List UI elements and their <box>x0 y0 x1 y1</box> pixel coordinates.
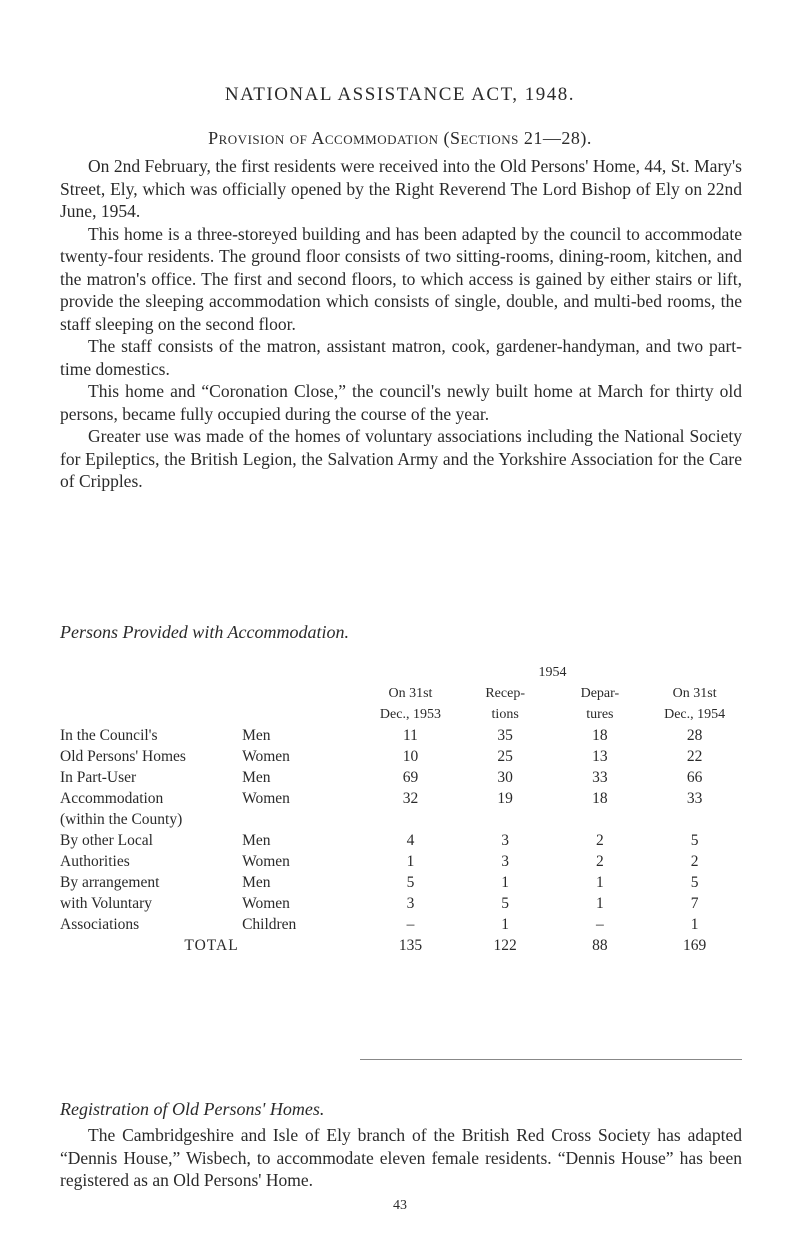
table-cell: 35 <box>497 727 513 744</box>
row-category: with Voluntary <box>60 895 153 912</box>
table-cell: 1 <box>690 916 699 933</box>
table-row <box>60 914 742 935</box>
table-row <box>60 725 742 746</box>
total-label: TOTAL <box>184 937 239 954</box>
table-cell <box>458 809 553 830</box>
table-cell: 28 <box>686 727 703 744</box>
table-cell: 3 <box>501 853 510 870</box>
section-subtitle: Provision of Accommodation (Sections 21—28). <box>208 128 592 148</box>
table-cell: 19 <box>497 790 513 807</box>
table-body <box>60 725 742 935</box>
column-header: On 31st Dec., 1953 <box>379 686 441 722</box>
row-sex <box>242 809 363 830</box>
total-cell: 122 <box>493 937 517 954</box>
table-cell: 2 <box>596 832 604 849</box>
accommodation-table <box>60 662 742 956</box>
table-heading: Persons Provided with Accommodation. <box>60 622 349 642</box>
registration-text <box>60 1124 742 1192</box>
table-cell: 32 <box>402 790 419 807</box>
row-category: In Part-User <box>60 769 137 786</box>
table-cell <box>647 809 742 830</box>
table-cell: – <box>596 916 604 933</box>
table-cell: – <box>406 916 415 933</box>
row-sex: Women <box>242 790 290 807</box>
total-cell: 88 <box>592 937 608 954</box>
table-cell: 69 <box>402 769 419 786</box>
column-header: Depar- tures <box>580 686 620 722</box>
row-category: Old Persons' Homes <box>60 748 186 765</box>
table-cell: 5 <box>690 832 699 849</box>
table-cell: 3 <box>406 895 415 912</box>
table-cell: 18 <box>592 790 608 807</box>
table-cell: 1 <box>406 853 415 870</box>
table-cell: 11 <box>402 727 418 744</box>
table-row <box>60 830 742 851</box>
row-sex: Men <box>242 727 271 744</box>
row-category: Accommodation <box>60 790 164 807</box>
row-sex: Children <box>242 916 297 933</box>
table-cell: 5 <box>690 874 699 891</box>
table-year-row <box>60 662 742 683</box>
table-cell: 1 <box>596 874 604 891</box>
paragraph: This home is a three-storeyed building and has been adapted by the council to accommodate twenty-four residents. The ground floor consists of two sitting-rooms, dining-room, kitchen, and the matron's office. The first and second floors, to which access is gained by either stairs or lift, provide the sleeping accommodation which consists of single, double, and multi-bed rooms, the staff sleeping on the second floor. <box>60 223 742 334</box>
table-cell <box>553 809 648 830</box>
column-header: Recep- tions <box>485 686 525 722</box>
row-sex: Men <box>242 874 271 891</box>
table-cell: 25 <box>497 748 513 765</box>
page-number: 43 <box>393 1198 407 1213</box>
row-sex: Women <box>242 895 290 912</box>
table-total-row <box>60 935 742 956</box>
table-cell: 1 <box>501 916 510 933</box>
row-category: By arrangement <box>60 874 160 891</box>
row-sex: Men <box>242 769 271 786</box>
paragraph: The staff consists of the matron, assistant matron, cook, gardener-handyman, and two part-time domestics. <box>60 336 742 379</box>
table-cell: 30 <box>497 769 513 786</box>
row-category: (within the County) <box>60 811 183 828</box>
table-row <box>60 851 742 872</box>
row-sex: Women <box>242 748 290 765</box>
table-header-row <box>60 683 742 725</box>
table-cell: 2 <box>690 853 699 870</box>
table-cell: 10 <box>402 748 419 765</box>
column-header: On 31st Dec., 1954 <box>664 686 726 722</box>
registration-heading: Registration of Old Persons' Homes. <box>60 1099 325 1119</box>
table-cell <box>363 809 458 830</box>
total-cell: 169 <box>683 937 707 954</box>
row-category: Authorities <box>60 853 130 870</box>
table-cell: 13 <box>592 748 608 765</box>
table-cell: 33 <box>686 790 703 807</box>
table-cell: 5 <box>406 874 415 891</box>
paragraph: Greater use was made of the homes of voluntary associations including the National Society for Epileptics, the British Legion, the Salvation Army and the Yorkshire Association for the Care of Cripples. <box>60 426 742 491</box>
table-cell: 3 <box>501 832 510 849</box>
table-cell: 66 <box>686 769 703 786</box>
table-cell: 4 <box>406 832 415 849</box>
table-row <box>60 788 742 809</box>
row-sex: Men <box>242 832 271 849</box>
intro-text <box>60 155 742 493</box>
table-row <box>60 746 742 767</box>
row-category: In the Council's <box>60 727 158 744</box>
row-category: Associations <box>60 916 140 933</box>
table-cell: 18 <box>592 727 608 744</box>
table-cell: 5 <box>501 895 510 912</box>
row-sex: Women <box>242 853 290 870</box>
table-row <box>60 809 742 830</box>
table-cell: 2 <box>596 853 604 870</box>
table-row <box>60 872 742 893</box>
year-label: 1954 <box>538 665 567 680</box>
table-cell: 7 <box>690 895 699 912</box>
row-category: By other Local <box>60 832 153 849</box>
page-title: NATIONAL ASSISTANCE ACT, 1948. <box>224 84 576 105</box>
total-cell: 135 <box>398 937 423 954</box>
total-divider <box>360 1059 742 1060</box>
table-cell: 22 <box>686 748 703 765</box>
paragraph: On 2nd February, the first residents were received into the Old Persons' Home, 44, St. Mary's Street, Ely, which was officially opened by the Right Reverend The Lord Bishop of Ely on 22nd June, 1954. <box>60 156 742 221</box>
table-cell: 1 <box>501 874 510 891</box>
table-cell: 1 <box>596 895 604 912</box>
paragraph: The Cambridgeshire and Isle of Ely branch of the British Red Cross Society has adapted “Dennis House,” Wisbech, to accommodate eleven female residents. “Dennis House” has been registered as an Old Persons' Home. <box>60 1125 742 1190</box>
paragraph: This home and “Coronation Close,” the council's newly built home at March for thirty old persons, became fully occupied during the course of the year. <box>60 381 742 424</box>
table-row <box>60 893 742 914</box>
table-row <box>60 767 742 788</box>
table-cell: 33 <box>592 769 608 786</box>
